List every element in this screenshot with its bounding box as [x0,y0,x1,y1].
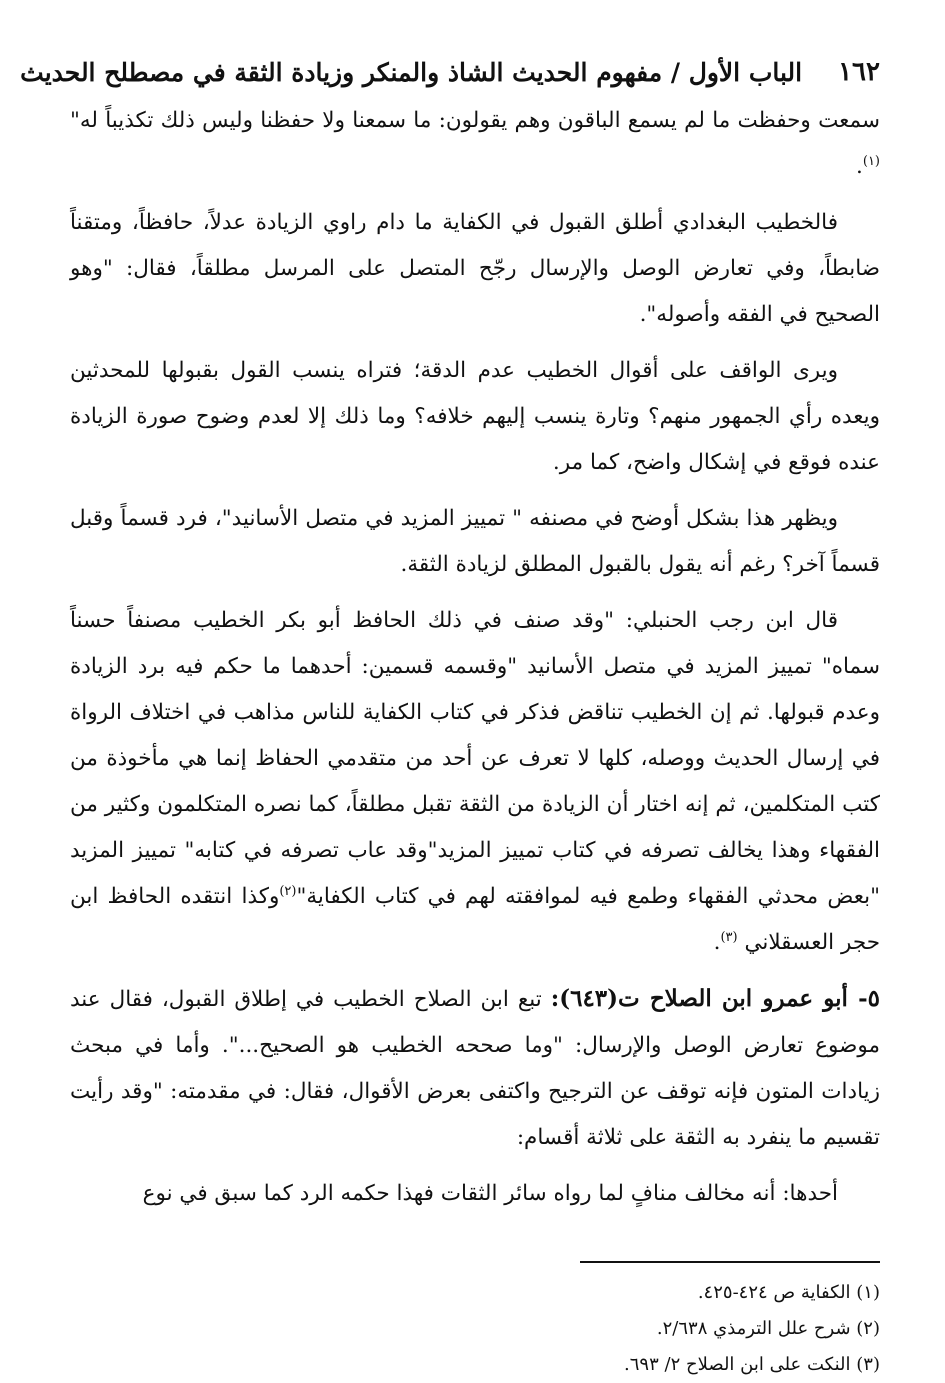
footnote-2: (٢) شرح علل الترمذي ٢/٦٣٨. [656,1318,880,1339]
paragraph-4: ويظهر هذا بشكل أوضح في مصنفه " تمييز المزيد في متصل الأسانيد"، فرد قسماً وقبل قسماً آخر؟ رغم أنه يقول بالقبول المطلق لزيادة الثقة. [70,506,880,577]
footnotes [70,1275,880,1383]
paragraph-1 [70,98,880,190]
paragraph-6-text: تبع ابن الصلاح الخطيب في إطلاق القبول، فقال عند موضوع تعارض الوصل والإرسال: "وما صححه الخطيب هو الصحيح...". وأما في مبحث زيادات المتون فإنه توقف عن الترجيح واكتفى بعرض الأقوال، فقال: في مقدمته: "وقد رأيت تقسيم ما ينفرد به الثقة على ثلاثة أقسام: [70,987,880,1150]
book-page [20,48,880,1383]
paragraph-5-end: . [713,930,721,955]
paragraph-7: أحدها: أنه مخالف منافٍ لما رواه سائر الثقات فهذا حكمه الرد كما سبق في نوع [142,1181,838,1206]
paragraph-5 [70,598,880,966]
footnote-3: (٣) النكت على ابن الصلاح ٢/ ٦٩٣. [624,1354,880,1375]
paragraph-5-mid: وكذا انتقده الحافظ ابن حجر العسقلاني [70,884,880,955]
footnote-ref-2[interactable]: (٢) [279,883,297,899]
page-number: ١٦٢ [838,57,880,87]
footnote-ref-1[interactable]: (١) [862,153,880,169]
paragraph-2: فالخطيب البغدادي أطلق القبول في الكفاية ما دام راوي الزيادة عدلاً، حافظاً، ومتقناً ضابطاً، وفي تعارض الوصل والإرسال رجّح المتصل على المرسل مطلقاً، فقال: "وهو الصحيح في الفقه وأصوله". [70,210,880,327]
paragraph-1-text: سمعت وحفظت ما لم يسمع الباقون وهم يقولون: ما سمعنا ولا حفظنا وليس ذلك تكذيباً له" [70,108,880,133]
paragraph-5-text: قال ابن رجب الحنبلي: "وقد صنف في ذلك الحافظ أبو بكر الخطيب مصنفاً حسناً سماه" تمييز المزيد في متصل الأسانيد "وقسمه قسمين: أحدهما ما حكم فيه برد الزيادة وعدم قبولها. ثم إن الخطيب تناقض فذكر في كتاب الكفاية للناس مذاهب في اختلاف الرواة في إرسال الحديث ووصله، كلها لا تعرف عن أحد من متقدمي الحفاظ إنما هي مأخوذة من كتب المتكلمين، ثم إنه اختار أن الزيادة من الثقة تقبل مطلقاً، كما نصره المتكلمون وكثير من الفقهاء وهذا يخالف تصرفه في كتاب تمييز المزيد"وقد عاب تصرفه في كتابه" تمييز المزيد "بعض محدثي الفقهاء وطمع فيه لموافقته لهم في كتاب الكفاية" [70,608,880,909]
chapter-title: الباب الأول / مفهوم الحديث الشاذ والمنكر وزيادة الثقة في مصطلح الحديث [20,57,803,87]
paragraph-3: ويرى الواقف على أقوال الخطيب عدم الدقة؛ فتراه ينسب القول بقبولها للمحدثين ويعده رأي الجمهور منهم؟ وتارة ينسب إليهم خلافه؟ وما ذلك إلا لعدم وضوح صورة الزيادة عنده فوقع في إشكال واضح، كما مر. [70,358,880,475]
running-header [20,48,880,96]
section-heading-ibn-salah: ٥- أبو عمرو ابن الصلاح ت(٦٤٣): [550,985,880,1012]
footnote-separator [580,1261,880,1263]
main-text [70,98,880,1217]
footnote-1: (١) الكفاية ص ٤٢٤-٤٢٥. [697,1282,880,1303]
paragraph-1-end: . [856,154,863,179]
paragraph-6 [70,976,880,1161]
footnote-ref-3[interactable]: (٣) [720,929,738,945]
